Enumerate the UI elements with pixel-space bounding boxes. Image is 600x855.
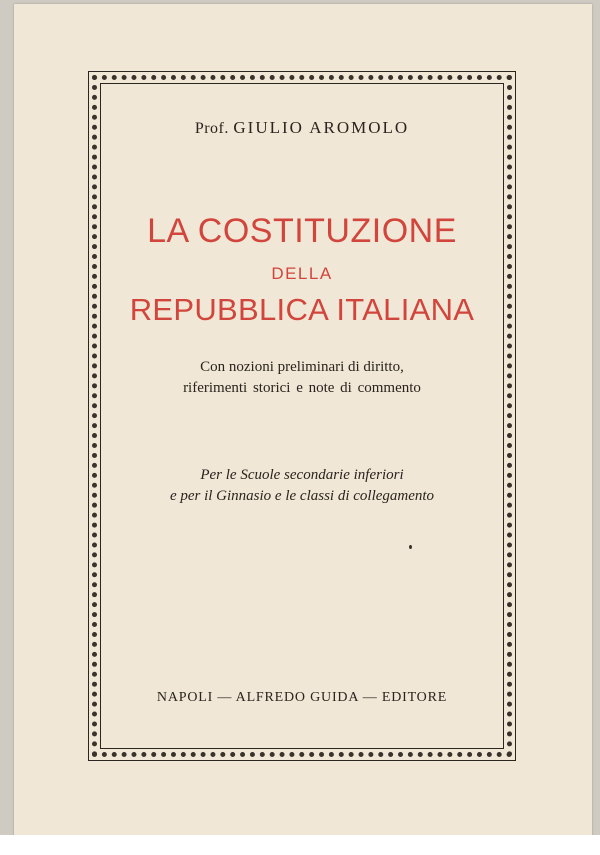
title-line-3: REPUBBLICA ITALIANA [129,292,475,327]
author-name: GIULIO AROMOLO [233,118,410,137]
decorative-frame-inner [100,83,504,749]
subtitle-line-2: riferimenti storici e note di commento [183,380,421,396]
title-line-2: DELLA [271,264,333,283]
page-edge [0,835,600,855]
author-line [100,118,504,138]
title-line-1: LA COSTITUZIONE [147,212,457,250]
audience-line-1: Per le Scuole secondarie inferiori [200,467,404,483]
subtitle-line-1: Con nozioni preliminari di diritto, [200,359,404,375]
ink-speck [409,545,412,549]
audience-line-2: e per il Ginnasio e le classi di collegamento [169,488,435,504]
author-prefix: Prof. [194,120,229,137]
publisher-line: NAPOLI — ALFREDO GUIDA — EDITORE [156,690,448,705]
